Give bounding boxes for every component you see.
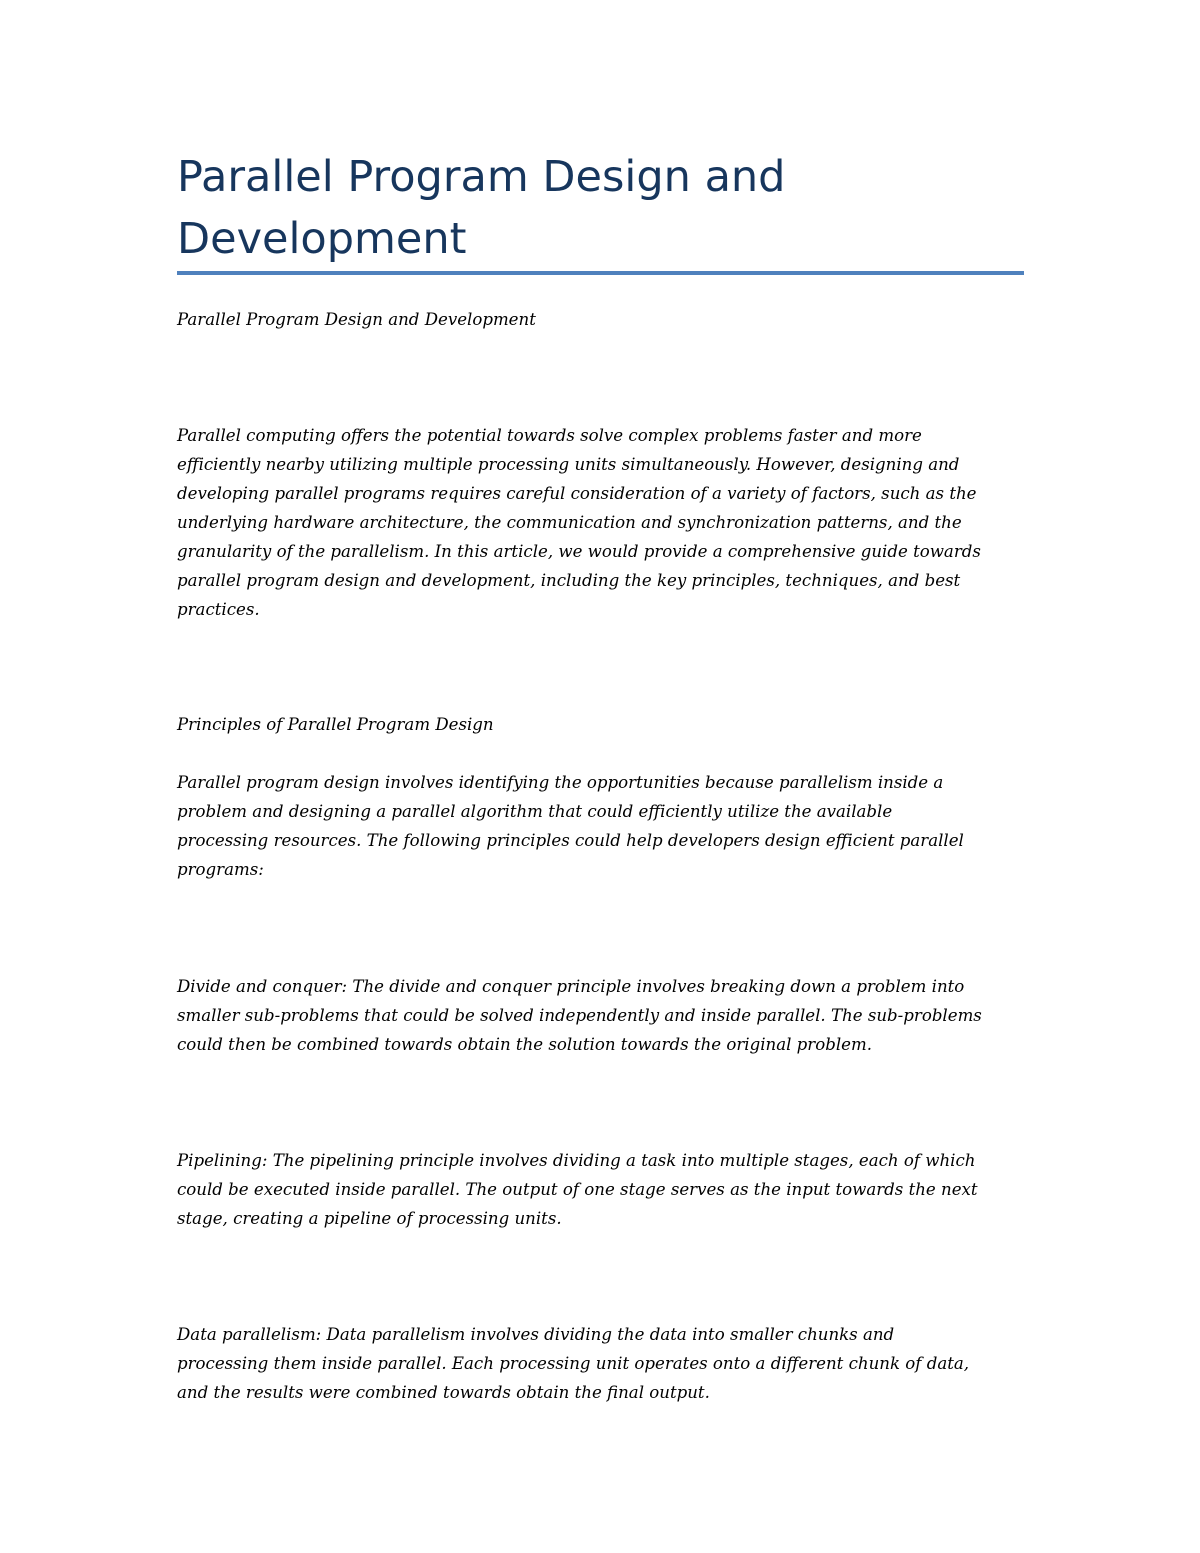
title-underline-rule <box>177 271 1024 275</box>
document-title: Parallel Program Design and Development <box>177 152 786 264</box>
principle-pipelining: Pipelining: The pipelining principle involves dividing a task into multiple stages, each of which could be executed inside parallel. The output of one stage serves as the input towards the next stage, creating a pipeline of processing units. <box>177 1151 978 1228</box>
principle-data-parallelism: Data parallelism: Data parallelism involves dividing the data into smaller chunks and processing them inside parallel. Each processing unit operates onto a different chunk of data, and the results were combined towards obtain the final output. <box>177 1325 970 1402</box>
section-intro-paragraph: Parallel program design involves identifying the opportunities because parallelism inside a problem and designing a parallel algorithm that could efficiently utilize the available processing resources. The following principles could help developers design efficient parallel programs: <box>177 773 964 879</box>
principle-divide-and-conquer: Divide and conquer: The divide and conquer principle involves breaking down a problem into smaller sub-problems that could be solved independently and inside parallel. The sub-problems could then be combined towards obtain the solution towards the original problem. <box>177 977 982 1054</box>
document-subtitle: Parallel Program Design and Development <box>177 310 536 329</box>
intro-paragraph: Parallel computing offers the potential towards solve complex problems faster and more efficiently nearby utilizing multiple processing units simultaneously. However, designing and developing parallel programs requires careful consideration of a variety of factors, such as the underlying hardware architecture, the communication and synchronization patterns, and the granularity of the parallelism. In this article, we would provide a comprehensive guide towards parallel program design and development, including the key principles, techniques, and best practices. <box>177 426 981 619</box>
section-heading: Principles of Parallel Program Design <box>177 715 494 734</box>
